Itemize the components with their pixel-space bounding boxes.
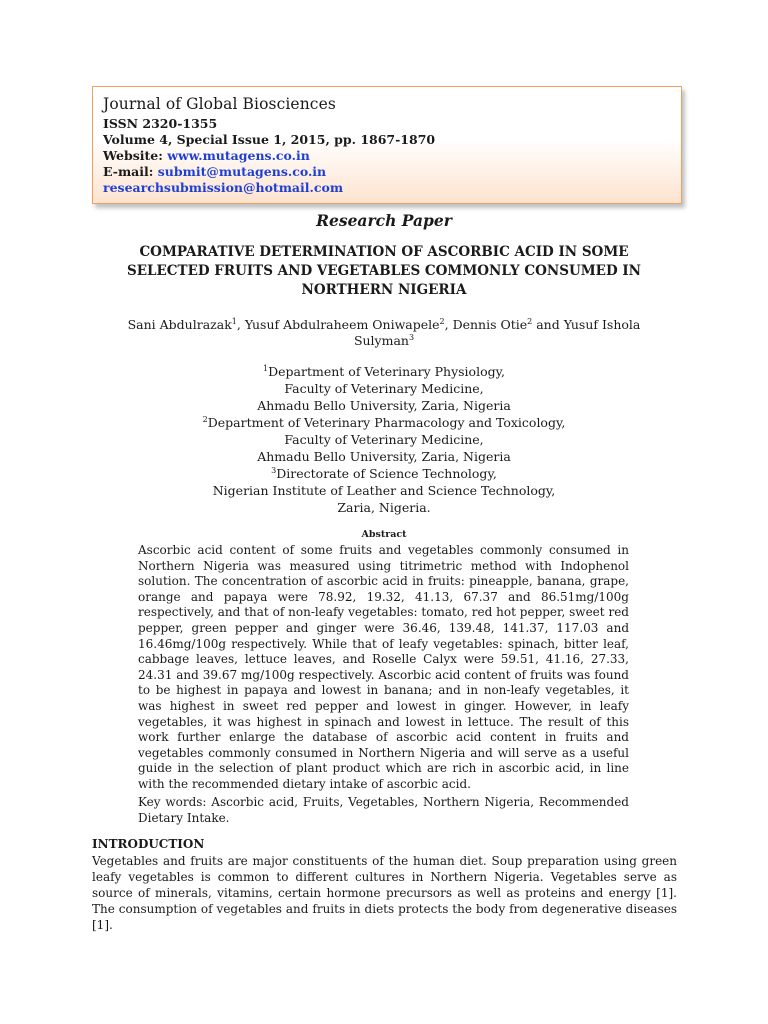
- journal-email2-row: [103, 180, 671, 196]
- affiliation-text: Nigerian Institute of Leather and Science Technology,: [212, 483, 556, 498]
- paper-title: COMPARATIVE DETERMINATION OF ASCORBIC ACID IN SOME SELECTED FRUITS AND VEGETABLES COMMONLY CONSUMED IN NORTHERN NIGERIA: [126, 244, 642, 298]
- paper-type: Research Paper: [316, 211, 452, 230]
- affiliation-text: Faculty of Veterinary Medicine,: [284, 381, 484, 396]
- affiliation-text: Department of Veterinary Physiology,: [268, 364, 505, 379]
- author-affiliation-mark: 2: [527, 316, 533, 326]
- author-list: [120, 317, 648, 349]
- author-separator: and: [532, 317, 564, 332]
- author-affiliation-mark: 2: [439, 316, 445, 326]
- affiliation-text: Directorate of Science Technology,: [276, 466, 497, 481]
- email-link[interactable]: submit@mutagens.co.in: [157, 164, 327, 179]
- affiliation-mark: 3: [271, 465, 277, 475]
- journal-name: Journal of Global Biosciences: [103, 95, 336, 113]
- affiliation-line: [0, 499, 768, 516]
- journal-header-box: [92, 86, 682, 204]
- keywords-text: Key words: Ascorbic acid, Fruits, Vegetables, Northern Nigeria, Recommended Dietary Intake.: [138, 795, 629, 825]
- author-separator: ,: [444, 317, 453, 332]
- affiliation-list: [0, 363, 768, 516]
- affiliation-line: [0, 380, 768, 397]
- affiliation-mark: 1: [263, 363, 269, 373]
- affiliation-line: [0, 465, 768, 482]
- abstract-text: Ascorbic acid content of some fruits and vegetables commonly consumed in Northern Nigeria was measured using titrimetric method with Indophenol solution. The concentration of ascorbic acid in fruits: pineapple, banana, grape, orange and papaya were 78.92, 19.32, 41.13, 67.37 and 86.51mg/100g respectively, and that of non-leafy vegetables: tomato, red hot pepper, sweet red pepper, green pepper and ginger were 36.46, 139.48, 141.37, 117.03 and 16.46mg/100g respectively. While that of leafy vegetables: spinach, bitter leaf, cabbage leaves, lettuce leaves, and Roselle Calyx were 59.51, 41.16, 27.33, 24.31 and 39.67 mg/100g respectively. Ascorbic acid content of fruits was found to be highest in papaya and lowest in banana; and in non-leafy vegetables, it was highest in sweet red pepper and lowest in ginger. However, in leafy vegetables, it was highest in spinach and lowest in lettuce. The result of this work further enlarge the database of ascorbic acid content in fruits and vegetables commonly consumed in Northern Nigeria and will serve as a useful guide in the selection of plant product which are rich in ascorbic acid, in line with the recommended dietary intake of ascorbic acid.: [138, 543, 629, 791]
- affiliation-text: Ahmadu Bello University, Zaria, Nigeria: [257, 398, 511, 413]
- author-name: Yusuf Abdulraheem Oniwapele: [244, 317, 440, 332]
- journal-issn: ISSN 2320-1355: [103, 116, 218, 131]
- affiliation-line: [0, 448, 768, 465]
- journal-volume: Volume 4, Special Issue 1, 2015, pp. 1867-1870: [103, 132, 436, 147]
- email2-link[interactable]: researchsubmission@hotmail.com: [103, 180, 344, 195]
- affiliation-line: [0, 363, 768, 380]
- affiliation-text: Ahmadu Bello University, Zaria, Nigeria: [257, 449, 511, 464]
- author-separator: ,: [236, 317, 245, 332]
- author-affiliation-mark: 1: [231, 316, 237, 326]
- website-link[interactable]: www.mutagens.co.in: [167, 148, 310, 163]
- author-name: Sani Abdulrazak: [127, 317, 232, 332]
- affiliation-line: [0, 431, 768, 448]
- affiliation-text: Department of Veterinary Pharmacology and Toxicology,: [207, 415, 566, 430]
- introduction-heading: INTRODUCTION: [92, 837, 205, 851]
- affiliation-text: Zaria, Nigeria.: [337, 500, 431, 515]
- affiliation-text: Faculty of Veterinary Medicine,: [284, 432, 484, 447]
- email-label: E-mail:: [103, 164, 158, 179]
- affiliation-line: [0, 397, 768, 414]
- abstract-heading: Abstract: [361, 529, 407, 540]
- journal-email-row: [103, 164, 671, 180]
- author-name: Yusuf Ishola Sulyman: [353, 317, 641, 348]
- website-label: Website:: [103, 148, 168, 163]
- affiliation-line: [0, 482, 768, 499]
- affiliation-line: [0, 414, 768, 431]
- affiliation-mark: 2: [202, 414, 208, 424]
- journal-website-row: [103, 148, 671, 164]
- author-name: Dennis Otie: [452, 317, 528, 332]
- author-affiliation-mark: 3: [408, 332, 415, 342]
- introduction-text: Vegetables and fruits are major constituents of the human diet. Soup preparation using green leafy vegetables is common to different cultures in Northern Nigeria. Vegetables serve as source of minerals, vitamins, certain hormone precursors as well as proteins and energy [1]. The consumption of vegetables and fruits in diets protects the body from degenerative diseases [1].: [92, 854, 677, 932]
